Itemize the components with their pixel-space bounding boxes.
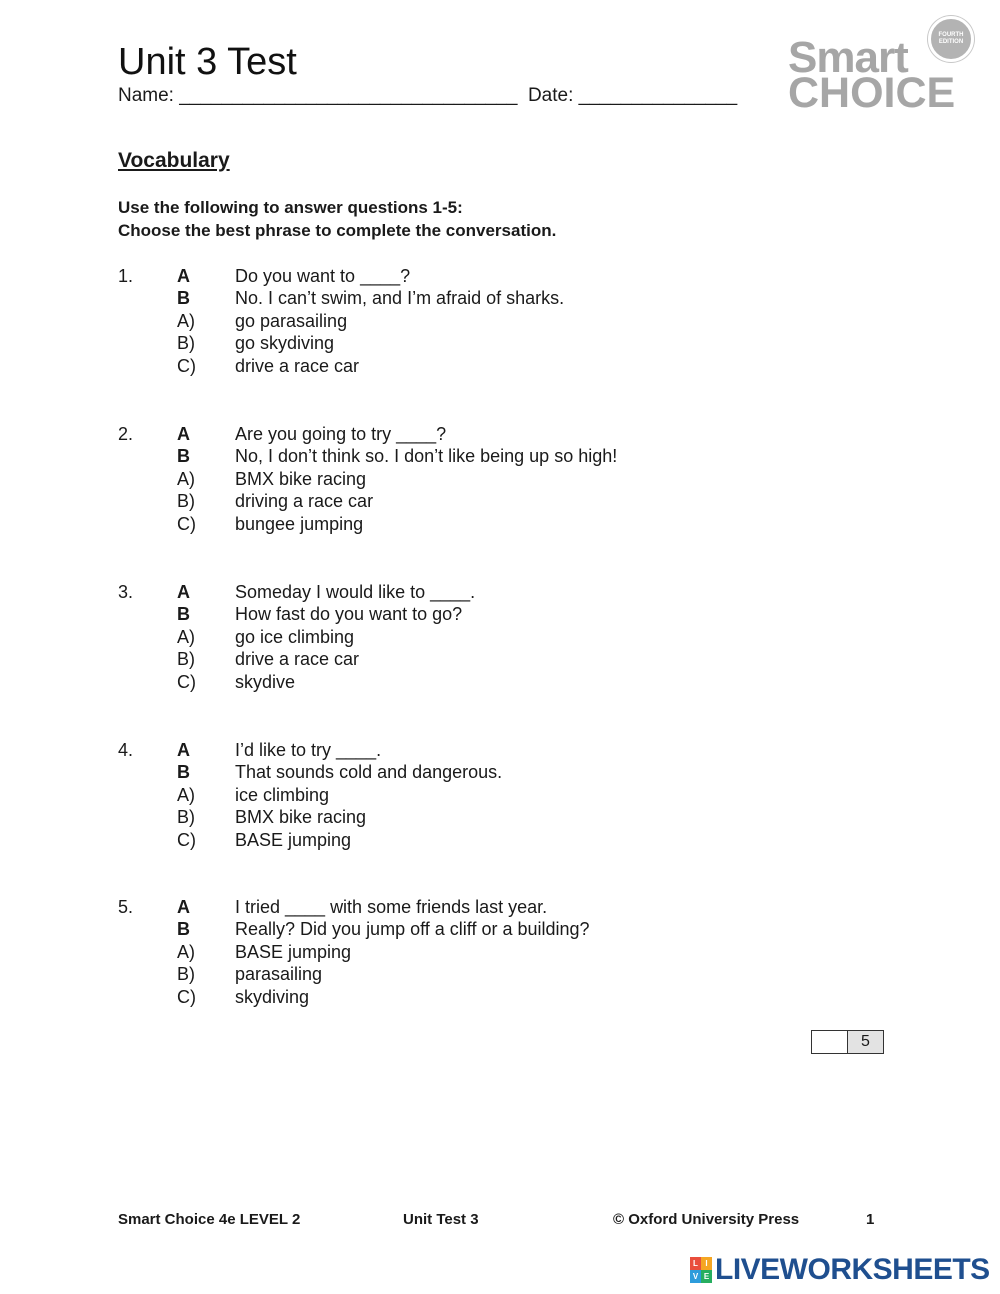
option-a-label: A) — [177, 311, 195, 331]
option-b-label: B) — [177, 807, 195, 827]
option-c[interactable]: BASE jumping — [235, 830, 352, 850]
speaker-b-line: Really? Did you jump off a cliff or a building? — [235, 919, 590, 939]
speaker-b-label: B — [177, 604, 190, 624]
liveworksheets-text: LIVEWORKSHEETS — [715, 1253, 990, 1286]
speaker-b-label: B — [177, 919, 190, 939]
instruction-line-1: Use the following to answer questions 1-5: — [118, 198, 463, 217]
option-a-label: A) — [177, 627, 195, 647]
option-b[interactable]: driving a race car — [235, 491, 374, 511]
option-c-label: C) — [177, 672, 196, 692]
option-a-label: A) — [177, 469, 195, 489]
speaker-a-line: I tried ____ with some friends last year. — [235, 897, 548, 917]
question-number: 1. — [118, 266, 134, 286]
footer-unit: Unit Test 3 — [403, 1211, 479, 1228]
speaker-a-label: A — [177, 740, 190, 760]
option-b-label: B) — [177, 333, 195, 353]
option-b[interactable]: go skydiving — [235, 333, 335, 353]
option-c[interactable]: drive a race car — [235, 356, 360, 376]
option-b-label: B) — [177, 964, 195, 984]
option-c-label: C) — [177, 514, 196, 534]
name-date-line: Name: ________________________________ Date: _______________ — [118, 85, 738, 106]
option-a[interactable]: ice climbing — [235, 785, 330, 805]
option-a[interactable]: BMX bike racing — [235, 469, 367, 489]
option-b-label: B) — [177, 649, 195, 669]
smart-choice-logo — [788, 16, 978, 116]
option-b[interactable]: BMX bike racing — [235, 807, 367, 827]
speaker-a-label: A — [177, 582, 190, 602]
speaker-b-label: B — [177, 762, 190, 782]
option-c-label: C) — [177, 987, 196, 1007]
instruction-line-2: Choose the best phrase to complete the conversation. — [118, 221, 557, 240]
option-a[interactable]: go ice climbing — [235, 627, 355, 647]
speaker-b-line: No, I don’t think so. I don’t like being up so high! — [235, 446, 618, 466]
icon-cell: E — [701, 1270, 712, 1283]
question-number: 3. — [118, 582, 134, 602]
option-a[interactable]: go parasailing — [235, 311, 348, 331]
speaker-a-line: Do you want to ____? — [235, 266, 411, 286]
fourth-edition-badge — [928, 16, 974, 62]
badge-line1: FOURTH — [938, 32, 964, 38]
speaker-a-label: A — [177, 897, 190, 917]
option-c[interactable]: skydiving — [235, 987, 310, 1007]
speaker-b-line: That sounds cold and dangerous. — [235, 762, 503, 782]
option-c[interactable]: bungee jumping — [235, 514, 364, 534]
logo-smart-text: Smart — [788, 33, 908, 82]
option-a-label: A) — [177, 942, 195, 962]
option-c-label: C) — [177, 830, 196, 850]
speaker-b-line: No. I can’t swim, and I’m afraid of sharks. — [235, 288, 565, 308]
speaker-a-label: A — [177, 266, 190, 286]
badge-line2: EDITION — [938, 39, 964, 45]
question-number: 2. — [118, 424, 134, 444]
option-c[interactable]: skydive — [235, 672, 296, 692]
icon-cell: I — [701, 1257, 712, 1270]
icon-cell: L — [690, 1257, 701, 1270]
question-number: 5. — [118, 897, 134, 917]
option-c-label: C) — [177, 356, 196, 376]
footer-page-number: 1 — [866, 1211, 875, 1228]
speaker-b-label: B — [177, 288, 190, 308]
speaker-b-line: How fast do you want to go? — [235, 604, 463, 624]
speaker-a-line: I’d like to try ____. — [235, 740, 382, 760]
footer-course: Smart Choice 4e LEVEL 2 — [118, 1211, 301, 1228]
speaker-a-label: A — [177, 424, 190, 444]
score-total: 5 — [848, 1031, 883, 1053]
icon-cell: V — [690, 1270, 701, 1283]
page-title: Unit 3 Test — [118, 41, 297, 83]
speaker-a-line: Are you going to try ____? — [235, 424, 447, 444]
option-b[interactable]: parasailing — [235, 964, 323, 984]
logo-choice-text: CHOICE — [788, 69, 956, 117]
score-box — [811, 1030, 884, 1054]
liveworksheets-watermark — [690, 1252, 990, 1288]
question-number: 4. — [118, 740, 134, 760]
speaker-a-line: Someday I would like to ____. — [235, 582, 476, 602]
footer-copyright: © Oxford University Press — [613, 1211, 800, 1228]
option-b[interactable]: drive a race car — [235, 649, 360, 669]
section-title: Vocabulary — [118, 149, 230, 172]
speaker-b-label: B — [177, 446, 190, 466]
option-b-label: B) — [177, 491, 195, 511]
liveworksheets-icon — [690, 1257, 712, 1283]
score-input-cell[interactable] — [812, 1031, 848, 1053]
option-a[interactable]: BASE jumping — [235, 942, 352, 962]
option-a-label: A) — [177, 785, 195, 805]
